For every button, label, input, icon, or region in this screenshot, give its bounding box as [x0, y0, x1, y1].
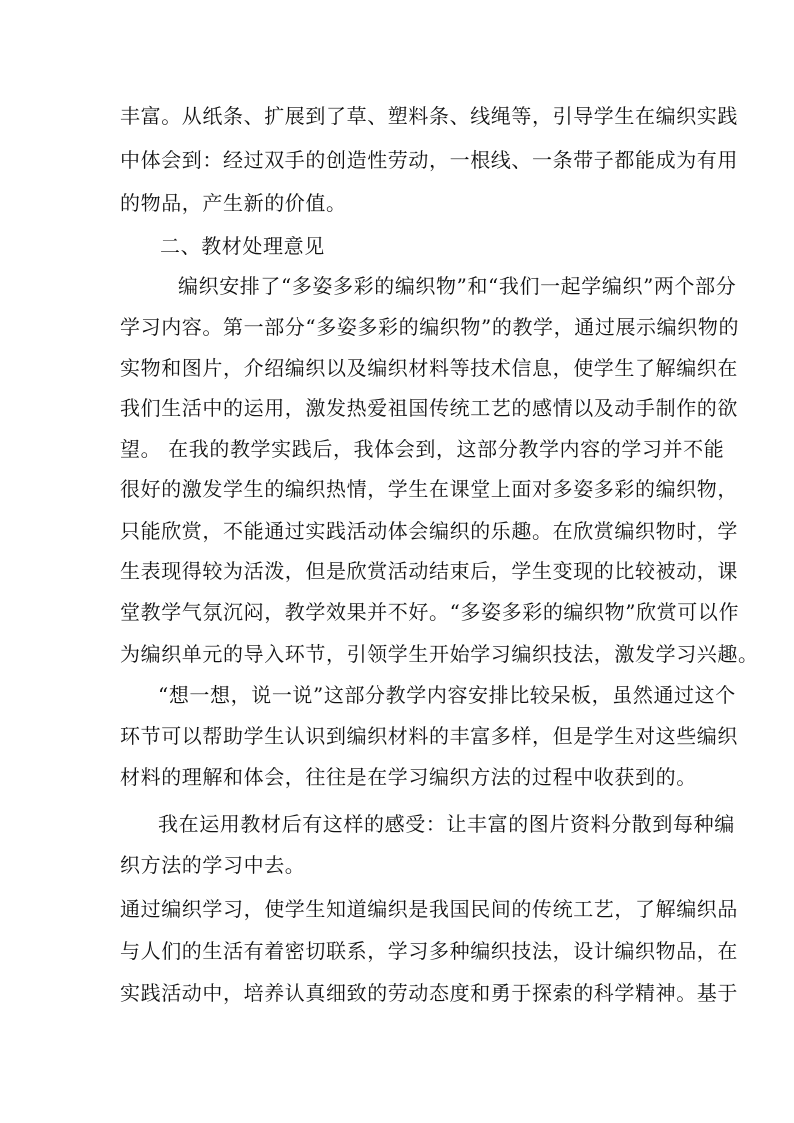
text-line: 学习内容。第一部分“多姿多彩的编织物”的教学，通过展示编织物的 [120, 315, 740, 339]
text-line: 实践活动中，培养认真细致的劳动态度和勇于探索的科学精神。基于 [120, 981, 738, 1005]
text-line: 我们生活中的运用，激发热爱祖国传统工艺的感情以及动手制作的欲 [120, 396, 738, 420]
text-line: 的物品，产生新的价值。 [120, 191, 347, 215]
text-line: 编织安排了“多姿多彩的编织物”和“我们一起学编织”两个部分 [178, 274, 737, 298]
text-line: 实物和图片，介绍编织以及编织材料等技术信息，使学生了解编织在 [120, 356, 738, 380]
text-line: 通过编织学习，使学生知道编织是我国民间的传统工艺，了解编织品 [120, 897, 738, 921]
text-line: 为编织单元的导入环节，引领学生开始学习编织技法，激发学习兴趣。 [120, 642, 759, 666]
section-heading: 二、教材处理意见 [160, 234, 325, 258]
text-line: 中体会到：经过双手的创造性劳动，一根线、一条带子都能成为有用 [120, 148, 738, 172]
text-line: 堂教学气氛沉闷，教学效果并不好。“多姿多彩的编织物”欣赏可以作 [120, 600, 740, 624]
text-line: 织方法的学习中去。 [120, 853, 306, 877]
text-line: 材料的理解和体会，往往是在学习编织方法的过程中收获到的。 [120, 765, 697, 789]
text-line: 生表现得较为活泼，但是欣赏活动结束后，学生变现的比较被动，课 [120, 559, 738, 583]
text-line: 丰富。从纸条、扩展到了草、塑料条、线绳等，引导学生在编织实践 [120, 104, 738, 128]
text-line: 与人们的生活有着密切联系，学习多种编织技法，设计编织物品，在 [120, 939, 738, 963]
text-line: “想一想，说一说”这部分教学内容安排比较呆板，虽然通过这个 [158, 683, 736, 707]
text-line: 很好的激发学生的编织热情，学生在课堂上面对多姿多彩的编织物， [120, 477, 738, 501]
text-line: 我在运用教材后有这样的感受：让丰富的图片资料分散到每种编 [158, 812, 735, 836]
text-line: 望。 在我的教学实践后，我体会到，这部分教学内容的学习并不能 [120, 437, 725, 461]
text-line: 只能欣赏，不能通过实践活动体会编织的乐趣。在欣赏编织物时，学 [120, 519, 738, 543]
text-line: 环节可以帮助学生认识到编织材料的丰富多样，但是学生对这些编织 [120, 724, 738, 748]
